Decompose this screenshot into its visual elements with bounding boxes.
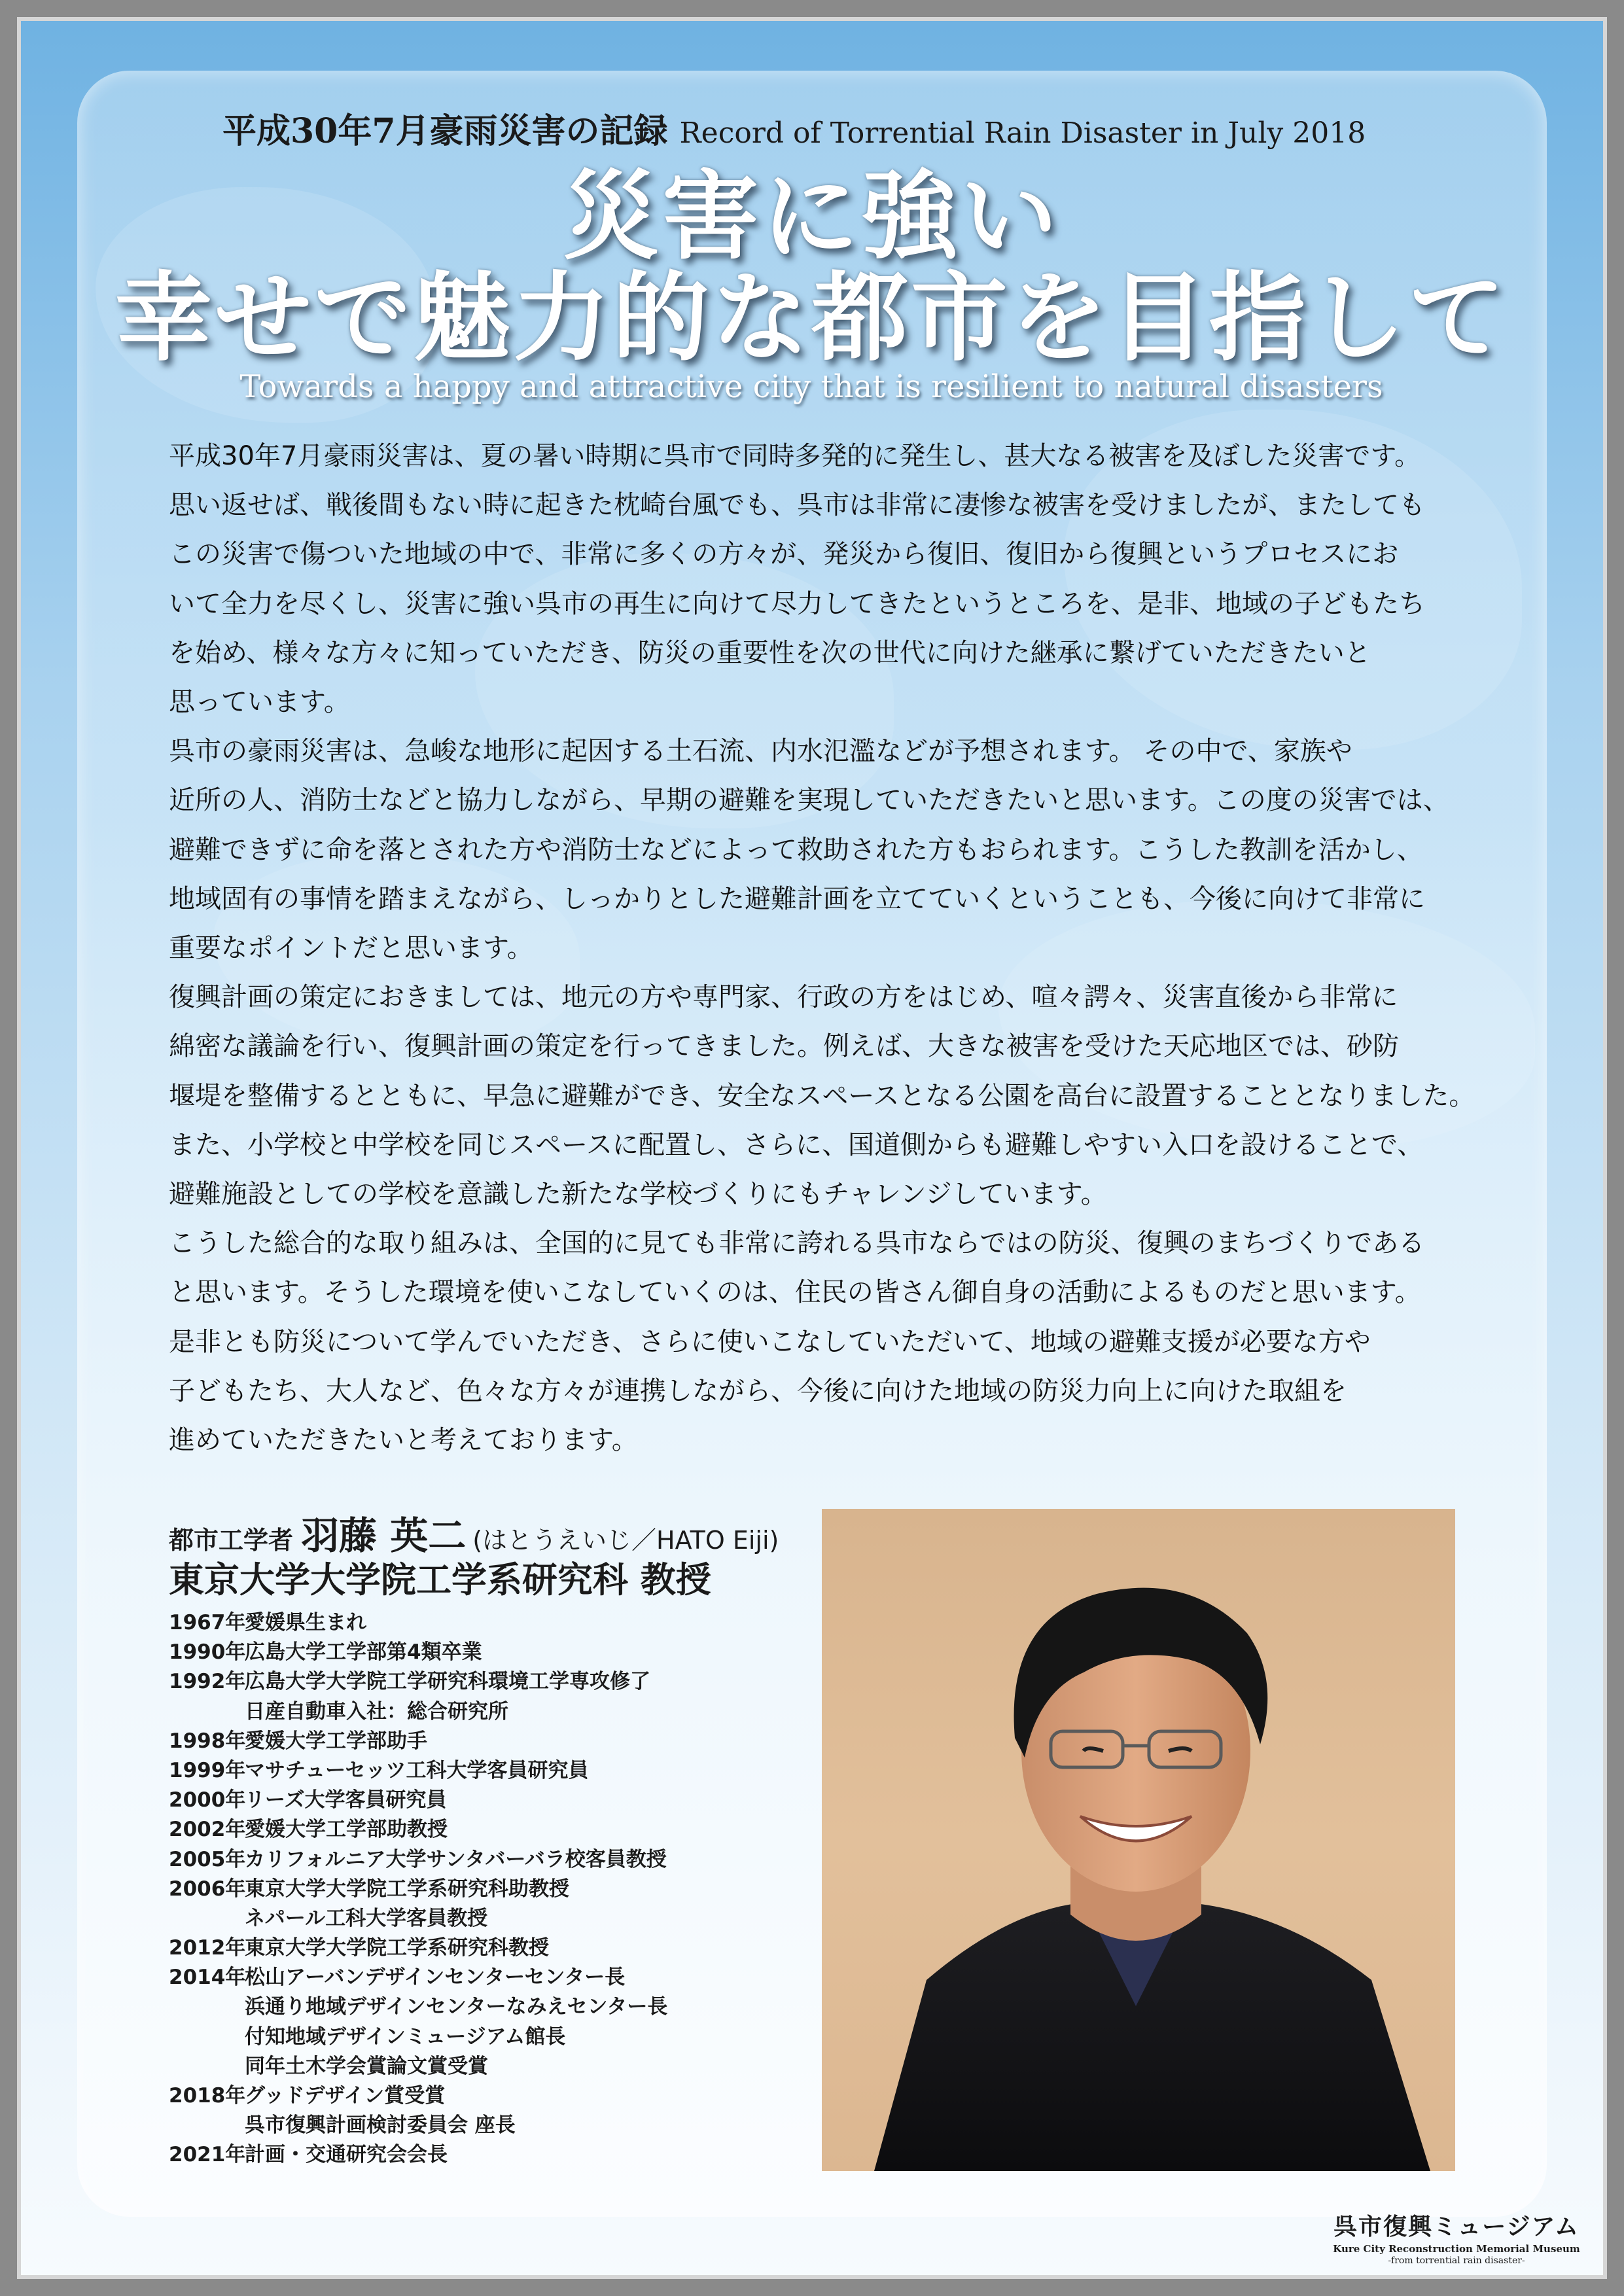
record-heading — [222, 103, 1400, 149]
body-text-line: 綿密な議論を行い、復興計画の策定を行ってきました。例えば、大きな被害を受けた天応地区では、砂防 — [169, 1031, 1399, 1062]
career-year: 2021年 — [169, 2143, 246, 2167]
career-description: 広島大学工学部第4類卒業 — [245, 1640, 482, 1665]
career-item — [169, 1786, 823, 1815]
career-description: リーズ大学客員研究員 — [245, 1788, 447, 1812]
english-subtitle: Towards a happy and attractive city that is resilient to natural disasters — [239, 368, 1383, 405]
career-item — [169, 1845, 823, 1875]
career-year — [169, 2052, 245, 2081]
museum-logo-en: Kure City Reconstruction Memorial Museum — [1333, 2243, 1580, 2255]
main-title-line2: 幸せで魅力的な都市を目指して — [115, 260, 1508, 374]
career-description: 愛媛大学工学部助手 — [245, 1729, 427, 1753]
body-text-line: 呉市の豪雨災害は、急峻な地形に起因する土石流、内水氾濫などが予想されます。 その中で、家族や — [169, 736, 1352, 767]
career-year: 1992年 — [169, 1670, 246, 1694]
body-text-line: 復興計画の策定におきましては、地元の方や専門家、行政の方をはじめ、喧々諤々、災害直後から非常に — [169, 982, 1398, 1013]
career-year: 2005年 — [169, 1847, 246, 1871]
career-year — [169, 2022, 245, 2052]
career-year: 1998年 — [169, 1729, 246, 1753]
body-text-line: 是非とも防災について学んでいただき、さらに使いこなしていただいて、地域の避難支援が必要な方や — [169, 1326, 1371, 1357]
museum-logo-tagline: -from torrential rain disaster- — [1388, 2255, 1525, 2266]
career-year — [169, 1697, 245, 1727]
career-item — [169, 1638, 823, 1667]
body-text-line: 思い返せば、戦後間もない時に起きた枕崎台風でも、呉市は非常に凄惨な被害を受けましたが、またしても — [169, 490, 1425, 521]
career-year: 1990年 — [169, 1640, 246, 1665]
career-year — [169, 2111, 245, 2140]
career-year: 2006年 — [169, 1877, 246, 1901]
author-role: 都市工学者 — [169, 1526, 294, 1555]
body-text-line: いて全力を尽くし、災害に強い呉市の再生に向けて尽力してきたというところを、是非、地域の子どもたち — [169, 588, 1425, 619]
career-description: 付知地域デザインミュージアム館長 — [245, 2024, 566, 2049]
career-description: カリフォルニア大学サンタバーバラ校客員教授 — [245, 1847, 667, 1871]
career-year: 1999年 — [169, 1758, 246, 1782]
career-item — [169, 1904, 823, 1934]
career-description: 呉市復興計画検討委員会 座長 — [245, 2113, 516, 2138]
career-description: 日産自動車入社：総合研究所 — [245, 1699, 508, 1723]
author-position: 東京大学大学院工学系研究科 教授 — [169, 1559, 711, 1600]
career-description: 広島大学大学院工学研究科環境工学専攻修了 — [245, 1670, 650, 1694]
career-item — [169, 2140, 823, 2170]
career-item — [169, 1697, 823, 1727]
body-text-line: 地域固有の事情を踏まえながら、しっかりとした避難計画を立てていくということも、今後に向けて非常に — [169, 883, 1425, 914]
body-text-line: 子どもたち、大人など、色々な方々が連携しながら、今後に向けた地域の防災力向上に向けた取組を — [169, 1375, 1347, 1406]
career-year: 2018年 — [169, 2084, 246, 2108]
career-year — [169, 1992, 245, 2022]
career-description: 松山アーバンデザインセンターセンター長 — [245, 1966, 626, 1990]
career-year: 2014年 — [169, 1966, 246, 1990]
career-item — [169, 2022, 823, 2052]
body-text-line: を始め、様々な方々に知っていただき、防災の重要性を次の世代に向けた継承に繋げていただきたいと — [169, 637, 1371, 668]
career-description: 同年土木学会賞論文賞受賞 — [245, 2054, 488, 2078]
main-title-line1: 災害に強い — [563, 159, 1060, 273]
career-year — [169, 1904, 245, 1934]
career-description: 東京大学大学院工学系研究科助教授 — [245, 1877, 569, 1901]
body-text-line: また、小学校と中学校を同じスペースに配置し、さらに、国道側からも避難しやすい入口を設けることで、 — [169, 1129, 1424, 1160]
career-year: 2000年 — [169, 1788, 246, 1812]
author-reading: (はとうえいじ／HATO Eiji) — [472, 1526, 779, 1555]
career-year: 1967年 — [169, 1611, 246, 1634]
author-bio — [169, 1505, 823, 2170]
author-name: 羽藤 英二 — [301, 1513, 467, 1558]
museum-logo-jp: 呉市復興ミュージアム — [1333, 2213, 1580, 2240]
career-item — [169, 1608, 823, 1638]
career-list — [169, 1608, 823, 2170]
body-text-line: こうした総合的な取り組みは、全国的に見ても非常に誇れる呉市ならではの防災、復興のまちづくりである — [169, 1228, 1425, 1259]
portrait-illustration — [822, 1509, 1455, 2171]
body-text-line: この災害で傷ついた地域の中で、非常に多くの方々が、発災から復旧、復旧から復興というプロセスにお — [169, 539, 1399, 570]
body-text-line: 近所の人、消防士などと協力しながら、早期の避難を実現していただきたいと思います。この度の災害では、 — [169, 785, 1449, 816]
career-item — [169, 1992, 823, 2022]
body-text-line: と思います。そうした環境を使いこなしていくのは、住民の皆さん御自身の活動によるものだと思います。 — [169, 1277, 1421, 1308]
career-item — [169, 2081, 823, 2111]
career-item — [169, 1815, 823, 1845]
career-item — [169, 2052, 823, 2081]
body-text-line: 避難施設としての学校を意識した新たな学校づくりにもチャレンジしています。 — [169, 1179, 1107, 1210]
career-description: 東京大学大学院工学系研究科教授 — [245, 1936, 549, 1960]
career-item — [169, 1963, 823, 1992]
career-item — [169, 1934, 823, 1963]
record-heading-en: Record of Torrential Rain Disaster in July 2018 — [679, 116, 1366, 150]
author-name-row — [169, 1505, 823, 1558]
career-description: 愛媛県生まれ — [245, 1611, 366, 1634]
body-text-line: 進めていただきたいと考えております。 — [169, 1425, 638, 1456]
career-year: 2002年 — [169, 1818, 246, 1842]
career-description: マサチューセッツ工科大学客員研究員 — [245, 1758, 589, 1782]
career-description: 計画・交通研究会会長 — [245, 2143, 448, 2167]
career-description: 愛媛大学工学部助教授 — [245, 1818, 448, 1842]
body-text-line: 重要なポイントだと思います。 — [169, 933, 533, 964]
record-heading-jp: 平成30年7月豪雨災害の記録 — [222, 111, 668, 151]
author-portrait — [822, 1509, 1455, 2171]
career-year: 2012年 — [169, 1936, 246, 1960]
career-item — [169, 1667, 823, 1697]
career-description: 浜通り地域デザインセンターなみえセンター長 — [245, 1995, 668, 2019]
body-text-line: 堰堤を整備するとともに、早急に避難ができ、安全なスペースとなる公園を高台に設置することとなりました。 — [169, 1080, 1475, 1111]
career-item — [169, 1756, 823, 1786]
career-item — [169, 1875, 823, 1904]
body-text-line: 平成30年7月豪雨災害は、夏の暑い時期に呉市で同時多発的に発生し、甚大なる被害を及ぼした災害です。 — [169, 441, 1421, 471]
career-description: ネパール工科大学客員教授 — [245, 1906, 488, 1930]
body-text-line: 思っています。 — [169, 687, 350, 718]
career-item — [169, 2111, 823, 2140]
body-text-line: 避難できずに命を落とされた方や消防士などによって救助された方もおられます。こうした教訓を活かし、 — [169, 834, 1423, 865]
museum-logo — [1319, 2208, 1594, 2266]
career-item — [169, 1727, 823, 1756]
career-description: グッドデザイン賞受賞 — [245, 2084, 446, 2108]
body-text — [169, 432, 1475, 1465]
